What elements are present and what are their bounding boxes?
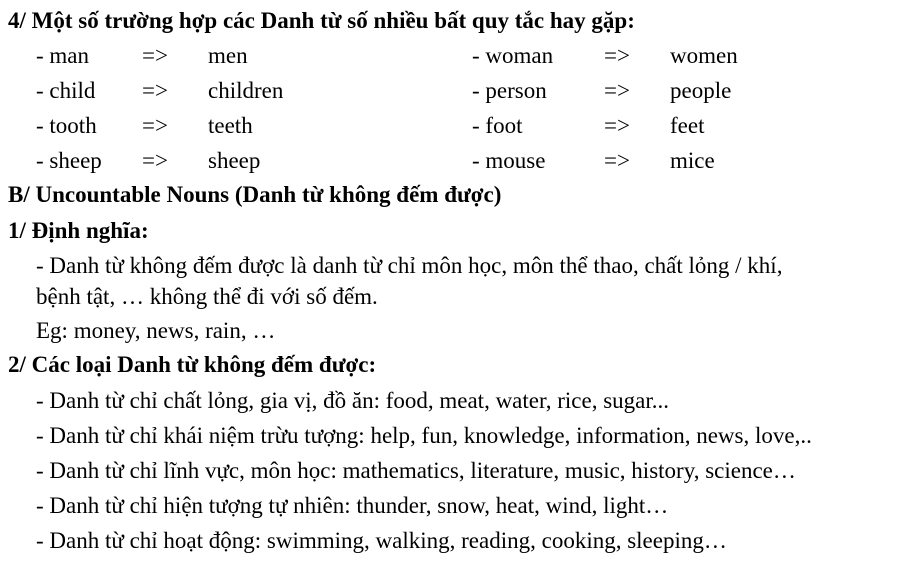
singular-word: - man xyxy=(36,43,90,68)
arrow-symbol: => xyxy=(604,113,630,138)
arrow-symbol: => xyxy=(142,148,168,173)
plural-word: sheep xyxy=(208,148,261,173)
arrow-symbol: => xyxy=(142,113,168,138)
singular-word: - sheep xyxy=(36,148,102,173)
plural-word: mice xyxy=(670,148,715,173)
definition-text-line-1: - Danh từ không đếm được là danh từ chỉ môn học, môn thể thao, chất lỏng / khí, xyxy=(36,253,783,278)
singular-word: - tooth xyxy=(36,113,97,138)
plural-word: children xyxy=(208,78,284,103)
definition-heading: 1/ Định nghĩa: xyxy=(8,218,149,243)
arrow-symbol: => xyxy=(604,43,630,68)
types-list-item: - Danh từ chỉ lĩnh vực, môn học: mathematics, literature, music, history, science… xyxy=(36,458,796,483)
arrow-symbol: => xyxy=(142,78,168,103)
arrow-symbol: => xyxy=(604,78,630,103)
plural-word: women xyxy=(670,43,738,68)
plural-word: teeth xyxy=(208,113,253,138)
singular-word: - foot xyxy=(472,113,523,138)
singular-word: - mouse xyxy=(472,148,546,173)
section-4-heading: 4/ Một số trường hợp các Danh từ số nhiều bất quy tắc hay gặp: xyxy=(8,8,635,33)
definition-text-line-2: bệnh tật, … không thể đi với số đếm. xyxy=(36,284,378,309)
section-b-heading: B/ Uncountable Nouns (Danh từ không đếm được) xyxy=(8,182,502,207)
types-heading: 2/ Các loại Danh từ không đếm được: xyxy=(8,352,377,377)
plural-word: people xyxy=(670,78,732,103)
types-list-item: - Danh từ chỉ chất lỏng, gia vị, đồ ăn: food, meat, water, rice, sugar... xyxy=(36,388,669,413)
singular-word: - person xyxy=(472,78,547,103)
singular-word: - child xyxy=(36,78,96,103)
types-list-item: - Danh từ chỉ hoạt động: swimming, walking, reading, cooking, sleeping… xyxy=(36,528,727,553)
arrow-symbol: => xyxy=(604,148,630,173)
types-list-item: - Danh từ chỉ khái niệm trừu tượng: help, fun, knowledge, information, news, love,.. xyxy=(36,423,812,448)
arrow-symbol: => xyxy=(142,43,168,68)
plural-word: men xyxy=(208,43,248,68)
types-list-item: - Danh từ chỉ hiện tượng tự nhiên: thunder, snow, heat, wind, light… xyxy=(36,493,669,518)
definition-example: Eg: money, news, rain, … xyxy=(36,318,276,343)
singular-word: - woman xyxy=(472,43,554,68)
plural-word: feet xyxy=(670,113,705,138)
